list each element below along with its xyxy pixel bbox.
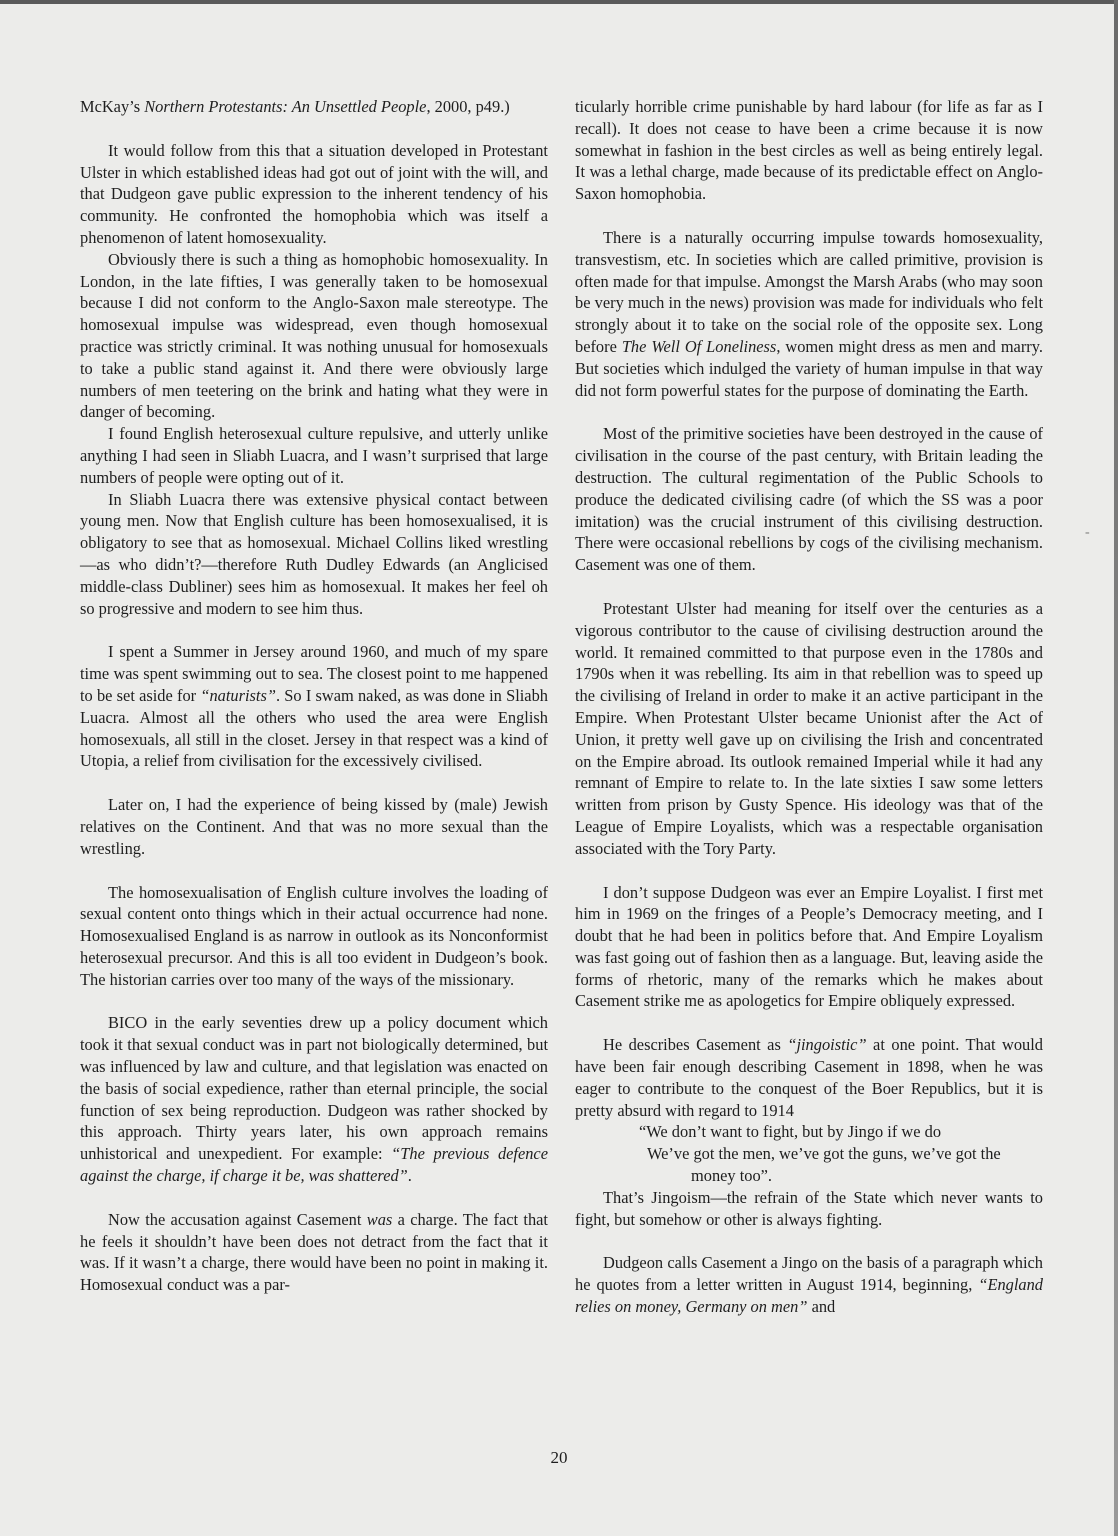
paragraph	[575, 598, 1043, 860]
text-run: . So I swam naked, as was done in Sliabh Luacra. Almost all the others who used the area were English homosexuals, all still in the closet. Jersey in that respect was a kind of Utopia, a relief from civilisation for the excessively civilised.	[80, 685, 548, 771]
paragraph	[575, 1034, 1043, 1121]
text-run: money too”.	[691, 1166, 773, 1186]
text-run: We’ve got the men, we’ve got the guns, we’ve got the	[647, 1144, 1001, 1164]
text-run: It would follow from this that a situation developed in Protestant Ulster in which established ideas had got out of joint with the will, and that Dudgeon gave public expression to the inherent tendency of his community. He confronted the homophobia which was itself a phenomenon of latent homosexuality.	[80, 140, 548, 247]
text-run: Protestant Ulster had meaning for itself over the centuries as a vigorous contributor to the cause of civilising destruction around the world. It remained committed to that purpose even in the 1780s and 1790s when it was rebelling. Its aim in that rebellion was to speed up the civilising of Ireland in order to make it an active participant in the Empire. When Protestant Ulster became Unionist after the Act of Union, it pretty well gave up on civilising the Irish and concentrated on the Empire abroad. Its outlook remained Imperial while it had any remnant of Empire to relate to. In the late sixties I saw some letters written from prison by Gusty Spence. His ideology was that of the League of Empire Loyalists, which was a respectable organisation associated with the Tory Party.	[575, 598, 1043, 858]
paragraph	[80, 489, 548, 620]
paragraph	[80, 641, 548, 772]
text-run: There is a naturally occurring impulse towards homosexuality, transvestism, etc. In societies which are called primitive, provision is often made for that impulse. Amongst the Marsh Arabs (who may soon be very much in the news) provision was made for individuals who felt strongly about it to take on the social role of the opposite sex. Long before	[575, 227, 1043, 356]
text-run: Later on, I had the experience of being kissed by (male) Jewish relatives on the Continent. And that was no more sexual than the wrestling.	[80, 795, 548, 858]
text-run: at one point. That would have been fair enough describing Casement in 1898, when he was eager to contribute to the conquest of the Boer Republics, but it is pretty absurd with regard to 1914	[575, 1035, 1043, 1120]
italic-text: “naturists”	[200, 685, 276, 705]
paragraph	[80, 1209, 548, 1296]
text-run: I found English heterosexual culture repulsive, and utterly unlike anything I had seen in Sliabh Luacra, and I wasn’t surprised that large numbers of people were opting out of it.	[80, 424, 548, 487]
paragraph	[575, 423, 1043, 576]
text-run: ticularly horrible crime punishable by hard labour (for life as far as I recall). It does not cease to have been a crime because it is now somewhat in fashion in the best circles as well as being entirely legal. It was a lethal charge, made because of its predictable effect on Anglo-Saxon homophobia.	[575, 97, 1043, 204]
italic-text: The Well Of Loneliness	[621, 336, 777, 356]
paragraph	[575, 1252, 1043, 1317]
paragraph	[575, 227, 1043, 401]
paragraph	[80, 794, 548, 859]
text-run: I don’t suppose Dudgeon was ever an Empire Loyalist. I first met him in 1969 on the fringes of a People’s Democracy meeting, and I doubt that he had been in politics before that. And Empire Loyalism was fast going out of fashion then as a language. But, leaving aside the forms of rhetoric, many of the remarks which he makes about Casement strike me as apologetics for Empire obliquely expressed.	[575, 882, 1043, 1011]
text-run: “We don’t want to fight, but by Jingo if we do	[639, 1122, 942, 1142]
italic-text: was	[366, 1209, 393, 1229]
text-run: Obviously there is such a thing as homophobic homosexuality. In London, in the late fifties, I was generally taken to be homosexual because I did not conform to the Anglo-Saxon male stereotype. The homosexual impulse was widespread, even though homosexual practice was strictly criminal. It was nothing unusual for homosexuals to take a public stand against it. And there were obviously large numbers of men teetering on the brink and hating what they were in danger of becoming.	[80, 249, 548, 422]
paragraph	[80, 1012, 548, 1186]
italic-text: “jingoistic”	[787, 1035, 867, 1055]
text-run: He describes Casement as	[603, 1035, 788, 1055]
quote-line	[575, 1165, 1043, 1187]
text-run: Dudgeon calls Casement a Jingo on the basis of a paragraph which he quotes from a letter written in August 1914, beginning,	[575, 1253, 1043, 1295]
paragraph	[575, 96, 1043, 205]
page-number: 20	[550, 1448, 568, 1467]
paragraph	[80, 140, 548, 249]
paragraph	[80, 882, 548, 991]
quote-line	[575, 1121, 1043, 1143]
paragraph	[80, 96, 548, 118]
text-run: and	[807, 1297, 836, 1317]
text-run: BICO in the early seventies drew up a policy document which took it that sexual conduct was in part not biologically determined, but was influenced by law and culture, and that legislation was enacted on the basis of social expedience, rather than eternal principle, the social function of sex being reproduction. Dudgeon was rather shocked by this approach. Thirty years later, his own approach remains unhistorical and unexpedient. For example:	[80, 1013, 548, 1164]
italic-text: Northern Protestants: An Unsettled People	[144, 97, 427, 116]
text-run: The homosexualisation of English culture involves the loading of sexual content onto things which in their actual occurrence had none. Homosexualised England is as narrow in outlook as its Nonconformist heterosexual precursor. And this is all too evident in Dudgeon’s book. The historian carries over too many of the ways of the missionary.	[80, 882, 548, 989]
text-run: a charge. The fact that he feels it shouldn’t have been does not detract from the fact that it was. If it wasn’t a charge, there would have been no point in making it. Homosexual conduct was a par-	[80, 1209, 548, 1295]
text-run: I spent a Summer in Jersey around 1960, and much of my spare time was spent swimming out to sea. The closest point to me happened to be set aside for	[80, 642, 548, 705]
italic-text: “The previous defence against the charge, if charge it be, was shattered”	[80, 1144, 548, 1186]
text-run: , women might dress as men and marry. But societies which indulged the variety of human impulse in that way did not form powerful states for the purpose of dominating the Earth.	[575, 336, 1043, 400]
paragraph	[575, 882, 1043, 1013]
paragraph	[80, 249, 548, 423]
text-run: In Sliabh Luacra there was extensive physical contact between young men. Now that English culture has been homosexualised, it is obligatory to see that as homosexual. Michael Collins liked wrestling—as who didn’t?—therefore Ruth Dudley Edwards (an Anglicised middle-class Dubliner) sees him as homosexual. It makes her feel oh so progressive and modern to see him thus.	[80, 489, 548, 618]
text-run: Most of the primitive societies have been destroyed in the cause of civilisation in the course of the past century, with Britain leading the destruction. The cultural regimentation of the Public Schools to produce the dedicated civilising cadre (of which the SS was a poor imitation) was the crucial instrument of this civilising destruction. There were occasional rebellions by cogs of the civilising mechanism. Casement was one of them.	[575, 424, 1043, 575]
left-column	[80, 96, 548, 1296]
text-run: That’s Jingoism—the refrain of the State which never wants to fight, but somehow or other is always fighting.	[575, 1187, 1043, 1229]
quote-line	[575, 1143, 1043, 1165]
right-column	[575, 96, 1043, 1318]
italic-text: “England relies on money, Germany on men”	[575, 1275, 1043, 1317]
paragraph	[575, 1187, 1043, 1231]
text-run: .	[407, 1166, 412, 1186]
text-run: , 2000, p49.)	[426, 97, 510, 116]
text-run: McKay’s	[80, 97, 145, 116]
paragraph	[80, 423, 548, 488]
text-run: Now the accusation against Casement	[108, 1209, 367, 1229]
margin-mark: -	[1085, 525, 1090, 540]
